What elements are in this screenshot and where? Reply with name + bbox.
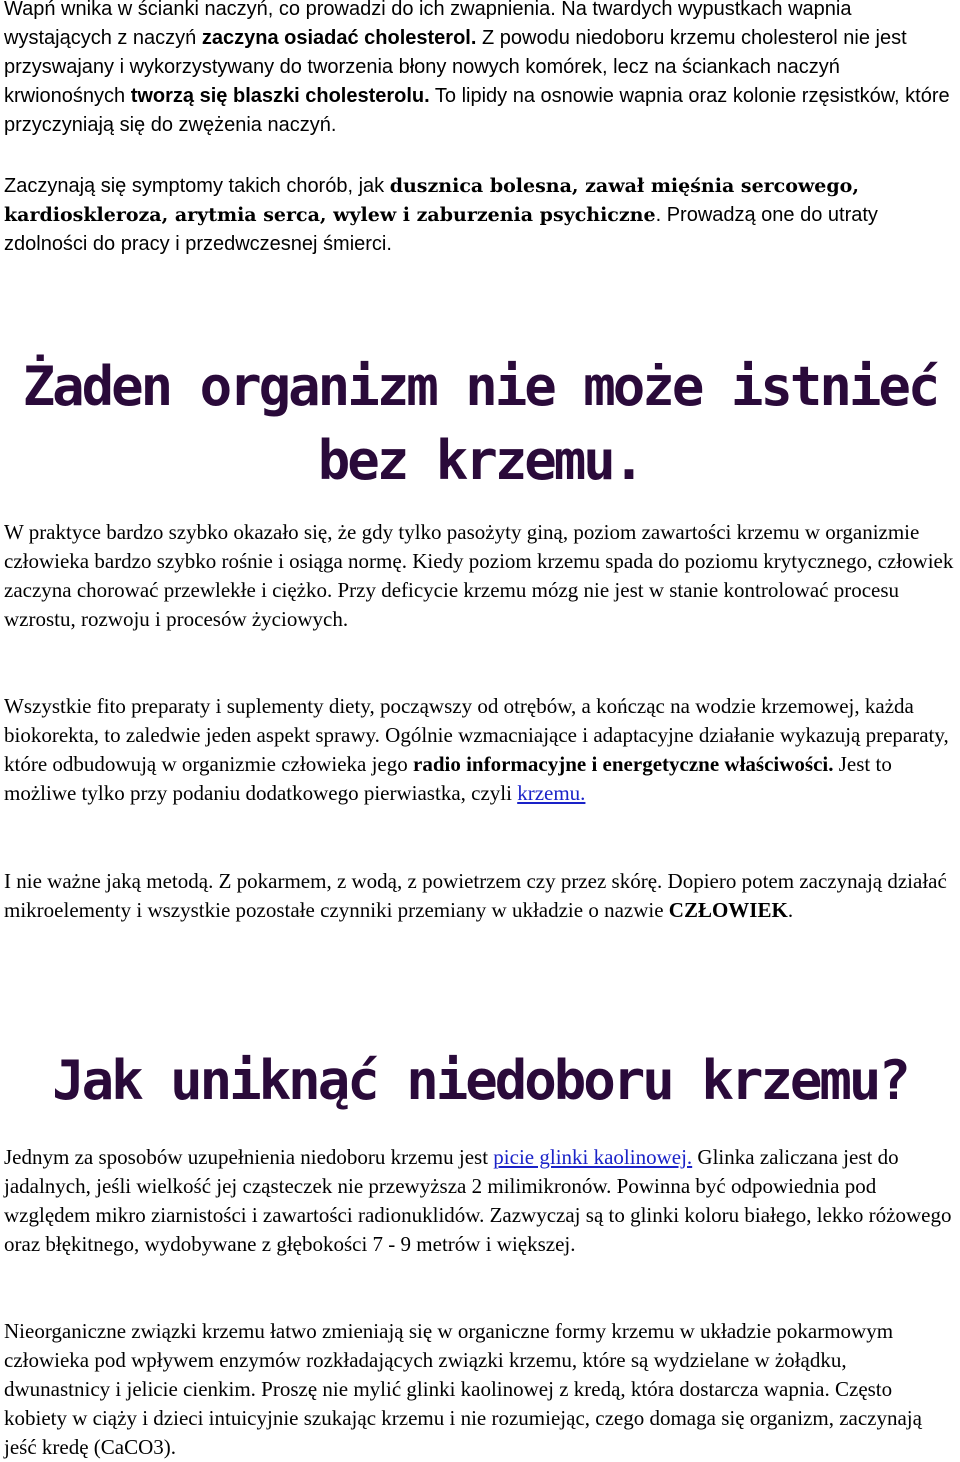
text-run: Wapń wnika w ścianki naczyń, co prowadzi do ich zwapnienia. Na twardych wypustkach wapnia wystających z naczyń bbox=[4, 0, 852, 49]
paragraph-kaolin bbox=[4, 1143, 956, 1259]
heading-how-to-avoid: Jak uniknąć niedoboru krzemu? bbox=[52, 1049, 908, 1112]
bold-run: radio informacyjne i energetyczne właściwości. bbox=[413, 752, 834, 776]
paragraph-calcium bbox=[4, 0, 956, 140]
paragraph-inorganic: Nieorganiczne związki krzemu łatwo zmieniają się w organiczne formy krzemu w układzie pokarmowym człowieka pod wpływem enzymów rozkładających związki krzemu, które są wydzielane w żołądku, dwunastnicy i jelicie cienkim. Proszę nie mylić glinki kaolinowej z kredą, która dostarcza wapnia. Często kobiety w ciąży i dzieci intuicyjnie szukając krzemu i nie rozumiejąc, czego domaga się organizm, zaczynają jeść kredę (CaCO3). bbox=[4, 1319, 922, 1459]
text-run: Jednym za sposobów uzupełnienia niedoboru krzemu jest bbox=[4, 1145, 494, 1169]
paragraph-symptoms bbox=[4, 172, 934, 259]
text-run: Wszystkie fito preparaty i suplementy diety, począwszy od otrębów, a kończąc na wodzie krzemowej, każda biokorekta, to zaledwie jeden aspekt sprawy. Ogólnie wzmacniające i adaptacyjne działanie wykazują preparaty, które odbudowują w organizmie człowieka jego bbox=[4, 694, 949, 776]
text-run: . Prowadzą one do utraty zdolności do pracy i przedwczesnej śmierci. bbox=[4, 204, 878, 255]
text-run: I nie ważne jaką metodą. Z pokarmem, z wodą, z powietrzem czy przez skórę. Dopiero potem zaczynają działać mikroelementy i wszystkie pozostałe czynniki przemiany w układzie o nazwie bbox=[4, 869, 947, 922]
silicon-link[interactable]: krzemu. bbox=[517, 781, 586, 805]
text-run: To lipidy na osnowie wapnia oraz kolonie rzęsistków, które przyczyniają się do zwężenia naczyń. bbox=[4, 85, 950, 136]
text-run: Glinka zaliczana jest do jadalnych, jeśli wielkość jej cząsteczek nie przewyższa 2 milimikronów. Powinna być odpowiednia pod względem mikro ziarnistości i zawartości radionuklidów. Zazwyczaj są to glinki koloru białego, lekko różowego oraz błękitnego, wydobywane z głębokości 7 - 9 metrów i większej. bbox=[4, 1145, 952, 1256]
paragraph-practice: W praktyce bardzo szybko okazało się, że gdy tylko pasożyty giną, poziom zawartości krzemu w organizmie człowieka bardzo szybko rośnie i osiąga normę. Kiedy poziom krzemu spada do poziomu krytycznego, człowiek zaczyna chorować przewlekłe i ciężko. Przy deficycie krzemu mózg nie jest w stanie kontrolować procesu wzrostu, rozwoju i procesów życiowych. bbox=[4, 520, 954, 631]
text-run: Z powodu niedoboru krzemu cholesterol nie jest przyswajany i wykorzystywany do tworzenia błony nowych komórek, lecz na ściankach naczyń krwionośnych bbox=[4, 27, 907, 107]
paragraph-supplements bbox=[4, 692, 956, 808]
bold-run: CZŁOWIEK bbox=[668, 898, 788, 922]
text-run: Jest to możliwe tylko przy podaniu dodatkowego pierwiastka, czyli bbox=[4, 752, 892, 805]
bold-run: dusznica bolesna, zawał mięśnia sercowego, kardioskleroza, arytmia serca, wylew i zaburzenia psychiczne bbox=[4, 175, 859, 226]
text-run: . bbox=[787, 898, 794, 922]
kaolin-clay-link[interactable]: picie glinki kaolinowej. bbox=[493, 1145, 693, 1169]
text-run: Zaczynają się symptomy takich chorób, jak bbox=[4, 175, 390, 197]
heading-no-organism: Żaden organizm nie może istnieć bez krzemu. bbox=[22, 355, 938, 492]
bold-run: zaczyna osiadać cholesterol. bbox=[201, 27, 477, 49]
paragraph-method bbox=[4, 867, 956, 925]
bold-run: tworzą się blaszki cholesterolu. bbox=[130, 85, 430, 107]
